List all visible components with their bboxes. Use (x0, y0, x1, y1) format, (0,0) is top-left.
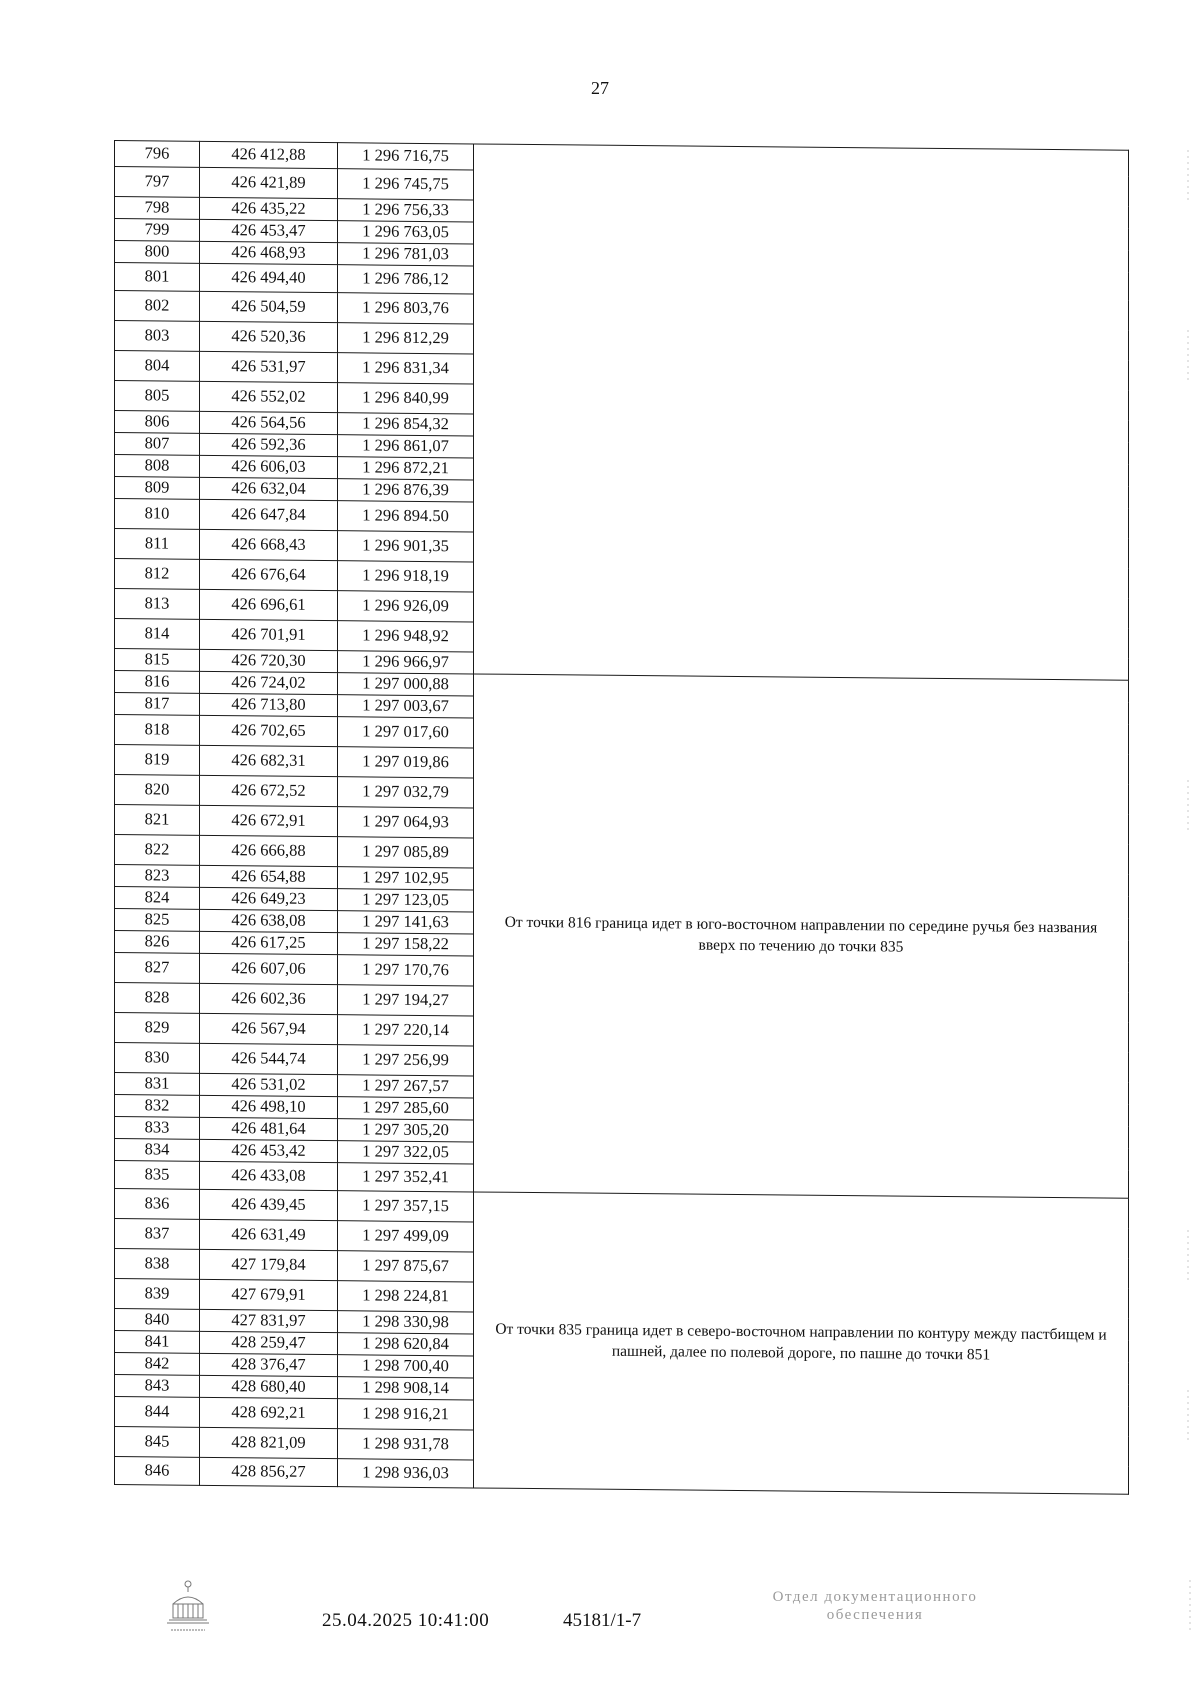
point-number-cell: 799 (115, 219, 200, 242)
x-coordinate-cell: 426 552,02 (200, 381, 338, 412)
y-coordinate-cell: 1 298 224,81 (338, 1281, 474, 1312)
x-coordinate-cell: 426 531,02 (200, 1073, 338, 1096)
point-number-cell: 822 (115, 835, 200, 866)
y-coordinate-cell: 1 297 875,67 (338, 1251, 474, 1282)
y-coordinate-cell: 1 297 000,88 (338, 673, 474, 696)
y-coordinate-cell: 1 296 854,32 (338, 413, 474, 436)
y-coordinate-cell: 1 297 499,09 (338, 1221, 474, 1252)
y-coordinate-cell: 1 297 170,76 (338, 955, 474, 986)
point-number-cell: 840 (115, 1309, 200, 1332)
y-coordinate-cell: 1 296 745,75 (338, 169, 474, 200)
point-number-cell: 844 (115, 1397, 200, 1428)
point-number-cell: 818 (115, 715, 200, 746)
y-coordinate-cell: 1 296 840,99 (338, 383, 474, 414)
x-coordinate-cell: 426 544,74 (200, 1043, 338, 1074)
x-coordinate-cell: 426 602,36 (200, 983, 338, 1014)
x-coordinate-cell: 426 676,64 (200, 559, 338, 590)
y-coordinate-cell: 1 298 916,21 (338, 1399, 474, 1430)
y-coordinate-cell: 1 296 716,75 (338, 143, 474, 170)
point-number-cell: 820 (115, 775, 200, 806)
x-coordinate-cell: 426 453,47 (200, 219, 338, 242)
point-number-cell: 814 (115, 619, 200, 650)
x-coordinate-cell: 426 672,52 (200, 775, 338, 806)
point-number-cell: 829 (115, 1013, 200, 1044)
point-number-cell: 816 (115, 671, 200, 694)
y-coordinate-cell: 1 298 620,84 (338, 1333, 474, 1356)
x-coordinate-cell: 426 607,06 (200, 953, 338, 984)
point-number-cell: 826 (115, 931, 200, 954)
x-coordinate-cell: 426 631,49 (200, 1219, 338, 1250)
x-coordinate-cell: 426 453,42 (200, 1139, 338, 1162)
point-number-cell: 800 (115, 241, 200, 264)
point-number-cell: 835 (115, 1161, 200, 1190)
point-number-cell: 843 (115, 1375, 200, 1398)
point-number-cell: 836 (115, 1189, 200, 1220)
y-coordinate-cell: 1 298 908,14 (338, 1377, 474, 1400)
y-coordinate-cell: 1 297 352,41 (338, 1163, 474, 1192)
x-coordinate-cell: 426 481,64 (200, 1117, 338, 1140)
x-coordinate-cell: 426 498,10 (200, 1095, 338, 1118)
x-coordinate-cell: 428 692,21 (200, 1397, 338, 1428)
y-coordinate-cell: 1 297 267,57 (338, 1075, 474, 1098)
x-coordinate-cell: 426 439,45 (200, 1189, 338, 1220)
point-number-cell: 809 (115, 477, 200, 500)
y-coordinate-cell: 1 296 803,76 (338, 293, 474, 324)
x-coordinate-cell: 427 831,97 (200, 1309, 338, 1332)
x-coordinate-cell: 427 179,84 (200, 1249, 338, 1280)
boundary-description-cell: От точки 816 граница идет в юго-восточном направлении по середине ручья без названия вверх по течению до точки 835 (474, 674, 1129, 1198)
point-number-cell: 827 (115, 953, 200, 984)
x-coordinate-cell: 426 468,93 (200, 241, 338, 264)
point-number-cell: 838 (115, 1249, 200, 1280)
y-coordinate-cell: 1 297 322,05 (338, 1141, 474, 1164)
y-coordinate-cell: 1 296 876,39 (338, 479, 474, 502)
boundary-description-cell (474, 144, 1129, 680)
point-number-cell: 828 (115, 983, 200, 1014)
x-coordinate-cell: 426 494,40 (200, 263, 338, 292)
y-coordinate-cell: 1 297 357,15 (338, 1191, 474, 1222)
y-coordinate-cell: 1 296 756,33 (338, 199, 474, 222)
point-number-cell: 806 (115, 411, 200, 434)
x-coordinate-cell: 427 679,91 (200, 1279, 338, 1310)
y-coordinate-cell: 1 298 931,78 (338, 1429, 474, 1460)
footer-department-stamp (720, 1588, 1030, 1624)
x-coordinate-cell: 426 720,30 (200, 649, 338, 672)
y-coordinate-cell: 1 296 831,34 (338, 353, 474, 384)
point-number-cell: 812 (115, 559, 200, 590)
point-number-cell: 802 (115, 291, 200, 322)
y-coordinate-cell: 1 297 032,79 (338, 777, 474, 808)
x-coordinate-cell: 426 435,22 (200, 197, 338, 220)
point-number-cell: 808 (115, 455, 200, 478)
y-coordinate-cell: 1 296 966,97 (338, 651, 474, 674)
point-number-cell: 832 (115, 1095, 200, 1118)
x-coordinate-cell: 426 592,36 (200, 433, 338, 456)
y-coordinate-cell: 1 296 786,12 (338, 265, 474, 294)
x-coordinate-cell: 426 520,36 (200, 321, 338, 352)
x-coordinate-cell: 426 421,89 (200, 167, 338, 198)
x-coordinate-cell: 428 259,47 (200, 1331, 338, 1354)
point-number-cell: 811 (115, 529, 200, 560)
y-coordinate-cell: 1 298 700,40 (338, 1355, 474, 1378)
point-number-cell: 815 (115, 649, 200, 672)
y-coordinate-cell: 1 298 936,03 (338, 1459, 474, 1488)
x-coordinate-cell: 426 606,03 (200, 455, 338, 478)
point-number-cell: 833 (115, 1117, 200, 1140)
y-coordinate-cell: 1 297 085,89 (338, 837, 474, 868)
point-number-cell: 805 (115, 381, 200, 412)
x-coordinate-cell: 426 412,88 (200, 141, 338, 168)
y-coordinate-cell: 1 296 872,21 (338, 457, 474, 480)
x-coordinate-cell: 426 531,97 (200, 351, 338, 382)
x-coordinate-cell: 426 638,08 (200, 909, 338, 932)
x-coordinate-cell: 426 654,88 (200, 865, 338, 888)
point-number-cell: 831 (115, 1073, 200, 1096)
point-number-cell: 823 (115, 865, 200, 888)
x-coordinate-cell: 426 564,56 (200, 411, 338, 434)
point-number-cell: 797 (115, 167, 200, 198)
coordinates-table (114, 140, 1129, 1495)
point-number-cell: 825 (115, 909, 200, 932)
x-coordinate-cell: 426 567,94 (200, 1013, 338, 1044)
x-coordinate-cell: 426 668,43 (200, 529, 338, 560)
coordinates-table-body (115, 141, 1129, 1495)
footer-document-number: 45181/1-7 (563, 1610, 642, 1631)
point-number-cell: 842 (115, 1353, 200, 1376)
point-number-cell: 839 (115, 1279, 200, 1310)
point-number-cell: 819 (115, 745, 200, 776)
y-coordinate-cell: 1 296 926,09 (338, 591, 474, 622)
point-number-cell: 810 (115, 499, 200, 530)
point-number-cell: 821 (115, 805, 200, 836)
y-coordinate-cell: 1 297 256,99 (338, 1045, 474, 1076)
x-coordinate-cell: 426 713,80 (200, 693, 338, 716)
point-number-cell: 807 (115, 433, 200, 456)
y-coordinate-cell: 1 296 812,29 (338, 323, 474, 354)
x-coordinate-cell: 426 504,59 (200, 291, 338, 322)
y-coordinate-cell: 1 296 901,35 (338, 531, 474, 562)
x-coordinate-cell: 426 696,61 (200, 589, 338, 620)
y-coordinate-cell: 1 298 330,98 (338, 1311, 474, 1334)
x-coordinate-cell: 428 680,40 (200, 1375, 338, 1398)
boundary-description-cell: От точки 835 граница идет в северо-восточном направлении по контуру между пастбищем и пашней, далее по полевой дороге, по пашне до точки 851 (474, 1192, 1129, 1494)
x-coordinate-cell: 426 649,23 (200, 887, 338, 910)
y-coordinate-cell: 1 297 158,22 (338, 933, 474, 956)
x-coordinate-cell: 426 682,31 (200, 745, 338, 776)
y-coordinate-cell: 1 297 305,20 (338, 1119, 474, 1142)
point-number-cell: 813 (115, 589, 200, 620)
y-coordinate-cell: 1 296 763,05 (338, 221, 474, 244)
footer-datetime: 25.04.2025 10:41:00 (322, 1610, 490, 1631)
point-number-cell: 830 (115, 1043, 200, 1074)
point-number-cell: 798 (115, 197, 200, 220)
point-number-cell: 841 (115, 1331, 200, 1354)
y-coordinate-cell: 1 296 894.50 (338, 501, 474, 532)
y-coordinate-cell: 1 297 064,93 (338, 807, 474, 838)
y-coordinate-cell: 1 297 017,60 (338, 717, 474, 748)
x-coordinate-cell: 428 856,27 (200, 1457, 338, 1486)
point-number-cell: 804 (115, 351, 200, 382)
page-number: 27 (591, 78, 609, 98)
y-coordinate-cell: 1 297 123,05 (338, 889, 474, 912)
point-number-cell: 834 (115, 1139, 200, 1162)
stamp-line-1: Отдел документационного (772, 1589, 978, 1605)
x-coordinate-cell: 426 433,08 (200, 1161, 338, 1190)
stamp-line-2: обеспечения (826, 1607, 924, 1623)
y-coordinate-cell: 1 296 948,92 (338, 621, 474, 652)
y-coordinate-cell: 1 297 194,27 (338, 985, 474, 1016)
x-coordinate-cell: 426 632,04 (200, 477, 338, 500)
y-coordinate-cell: 1 297 003,67 (338, 695, 474, 718)
x-coordinate-cell: 428 376,47 (200, 1353, 338, 1376)
point-number-cell: 796 (115, 141, 200, 168)
point-number-cell: 846 (115, 1457, 200, 1486)
point-number-cell: 817 (115, 693, 200, 716)
y-coordinate-cell: 1 297 102,95 (338, 867, 474, 890)
y-coordinate-cell: 1 296 918,19 (338, 561, 474, 592)
x-coordinate-cell: 426 701,91 (200, 619, 338, 650)
y-coordinate-cell: 1 297 019,86 (338, 747, 474, 778)
y-coordinate-cell: 1 296 781,03 (338, 243, 474, 266)
x-coordinate-cell: 426 672,91 (200, 805, 338, 836)
x-coordinate-cell: 426 724,02 (200, 671, 338, 694)
x-coordinate-cell: 426 617,25 (200, 931, 338, 954)
x-coordinate-cell: 426 647,84 (200, 499, 338, 530)
point-number-cell: 803 (115, 321, 200, 352)
y-coordinate-cell: 1 296 861,07 (338, 435, 474, 458)
x-coordinate-cell: 426 666,88 (200, 835, 338, 866)
point-number-cell: 824 (115, 887, 200, 910)
y-coordinate-cell: 1 297 285,60 (338, 1097, 474, 1120)
point-number-cell: 845 (115, 1427, 200, 1458)
point-number-cell: 801 (115, 263, 200, 292)
y-coordinate-cell: 1 297 220,14 (338, 1015, 474, 1046)
x-coordinate-cell: 426 702,65 (200, 715, 338, 746)
point-number-cell: 837 (115, 1219, 200, 1250)
y-coordinate-cell: 1 297 141,63 (338, 911, 474, 934)
x-coordinate-cell: 428 821,09 (200, 1427, 338, 1458)
emblem-icon (165, 1578, 211, 1634)
